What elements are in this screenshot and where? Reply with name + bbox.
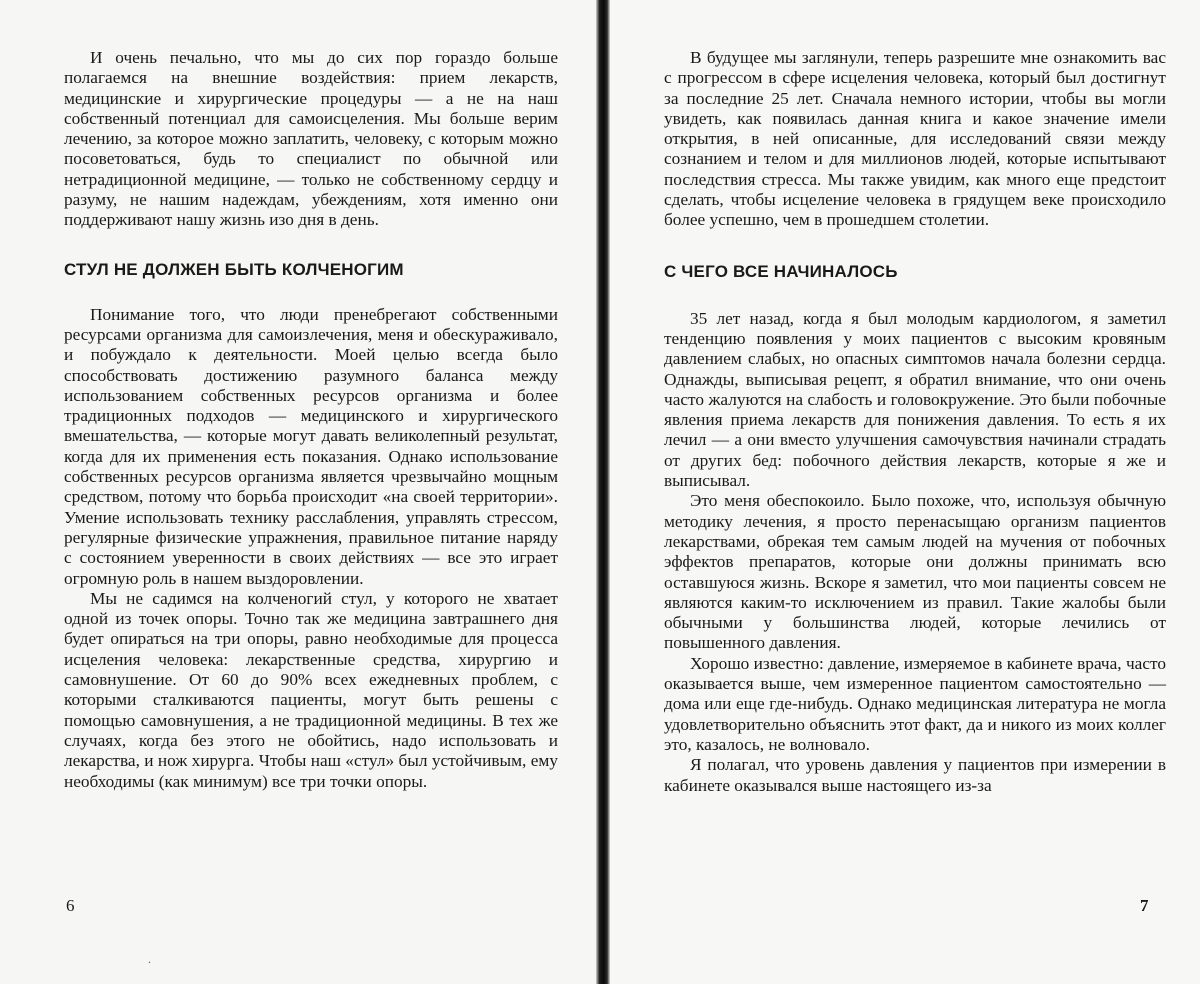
left-page-content	[64, 48, 558, 792]
right-paragraph-2: Это меня обеспокоило. Было похоже, что, используя обычную методику лечения, я просто перенасыщаю организм пациентов лекарствами, обрекая тем самым людей на мучения от побочных эффектов препаратов, которые они должны принимать всю оставшуюся жизнь. Вскоре я заметил, что мои пациенты совсем не являются каким-то исключением из правил. Такие жалобы были обычными у большинства людей, которые лечились от повышенного давления.	[664, 491, 1166, 653]
right-section-heading: С ЧЕГО ВСЕ НАЧИНАЛОСЬ	[664, 261, 1166, 283]
book-spread	[0, 0, 1200, 984]
book-spine-gutter	[596, 0, 610, 984]
right-page-content	[664, 48, 1166, 796]
scan-speck: .	[148, 952, 151, 967]
left-page-number: 6	[66, 896, 75, 916]
right-intro-paragraph: В будущее мы заглянули, теперь разрешите мне ознакомить вас с прогрессом в сфере исцеления человека, который был достигнут за последние 25 лет. Сначала немного истории, чтобы вы могли увидеть, как появилась данная книга и какое значение имели открытия, в ней описанные, для исследований связи между сознанием и телом и для миллионов людей, которые испытывают последствия стресса. Мы также увидим, как много еще предстоит сделать, чтобы исцеление человека в грядущем веке происходило более успешно, чем в прошедшем столетии.	[664, 48, 1166, 231]
left-page	[0, 0, 598, 984]
left-section-heading: СТУЛ НЕ ДОЛЖЕН БЫТЬ КОЛЧЕНОГИМ	[64, 259, 558, 281]
right-paragraph-3: Хорошо известно: давление, измеряемое в кабинете врача, часто оказывается выше, чем измеренное пациентом самостоятельно — дома или еще где-нибудь. Однако медицинская литература не могла удовлетворительно объяснить этот факт, да и никого из моих коллег это, казалось, не волновало.	[664, 654, 1166, 755]
left-intro-paragraph: И очень печально, что мы до сих пор гораздо больше полагаемся на внешние воздействия: прием лекарств, медицинские и хирургические процедуры — а не на наш собственный потенциал для самоисцеления. Мы больше верим лечению, за которое можно заплатить, человеку, с которым можно посоветоваться, будь то специалист по обычной или нетрадиционной медицине, — только не собственному сердцу и разуму, не нашим надеждам, убеждениям, хотя именно они поддерживают нашу жизнь изо дня в день.	[64, 48, 558, 231]
right-page-number: 7	[1140, 896, 1149, 916]
right-paragraph-1: 35 лет назад, когда я был молодым кардиологом, я заметил тенденцию появления у моих пациентов с высоким кровяным давлением слабых, но опасных симптомов начала болезни сердца. Однажды, выписывая рецепт, я обратил внимание, что они очень часто жалуются на слабость и головокружение. Это были побочные явления приема лекарств для понижения давления. То есть я их лечил — а они вместо улучшения самочувствия начинали страдать от других бед: побочного действия лекарств, которые я же и выписывал.	[664, 309, 1166, 492]
left-paragraph-2: Мы не садимся на колченогий стул, у которого не хватает одной из точек опоры. Точно так же медицина завтрашнего дня будет опираться на три опоры, равно необходимые для процесса исцеления человека: лекарственные средства, хирургию и самовнушение. От 60 до 90% всех ежедневных проблем, с которыми сталкиваются пациенты, могут быть решены с помощью самовнушения, а не традиционной медицины. В тех же случаях, когда без этого не обойтись, надо использовать и лекарства, и нож хирурга. Чтобы наш «стул» был устойчивым, ему необходимы (как минимум) все три точки опоры.	[64, 589, 558, 792]
right-page	[610, 0, 1200, 984]
right-paragraph-4: Я полагал, что уровень давления у пациентов при измерении в кабинете оказывался выше настоящего из-за	[664, 755, 1166, 796]
left-paragraph-1: Понимание того, что люди пренебрегают собственными ресурсами организма для самоизлечения, меня и обескураживало, и побуждало к деятельности. Моей целью всегда было способствовать достижению разумного баланса между использованием собственных ресурсов организма и более традиционных подходов — медицинского и хирургического вмешательства, — которые могут давать великолепный результат, когда для их применения есть показания. Однако использование собственных ресурсов организма является чрезвычайно мощным средством, потому что борьба происходит «на своей территории». Умение использовать технику расслабления, управлять стрессом, регулярные физические упражнения, правильное питание наряду с состоянием уверенности в своих действиях — все это играет огромную роль в нашем выздоровлении.	[64, 305, 558, 589]
